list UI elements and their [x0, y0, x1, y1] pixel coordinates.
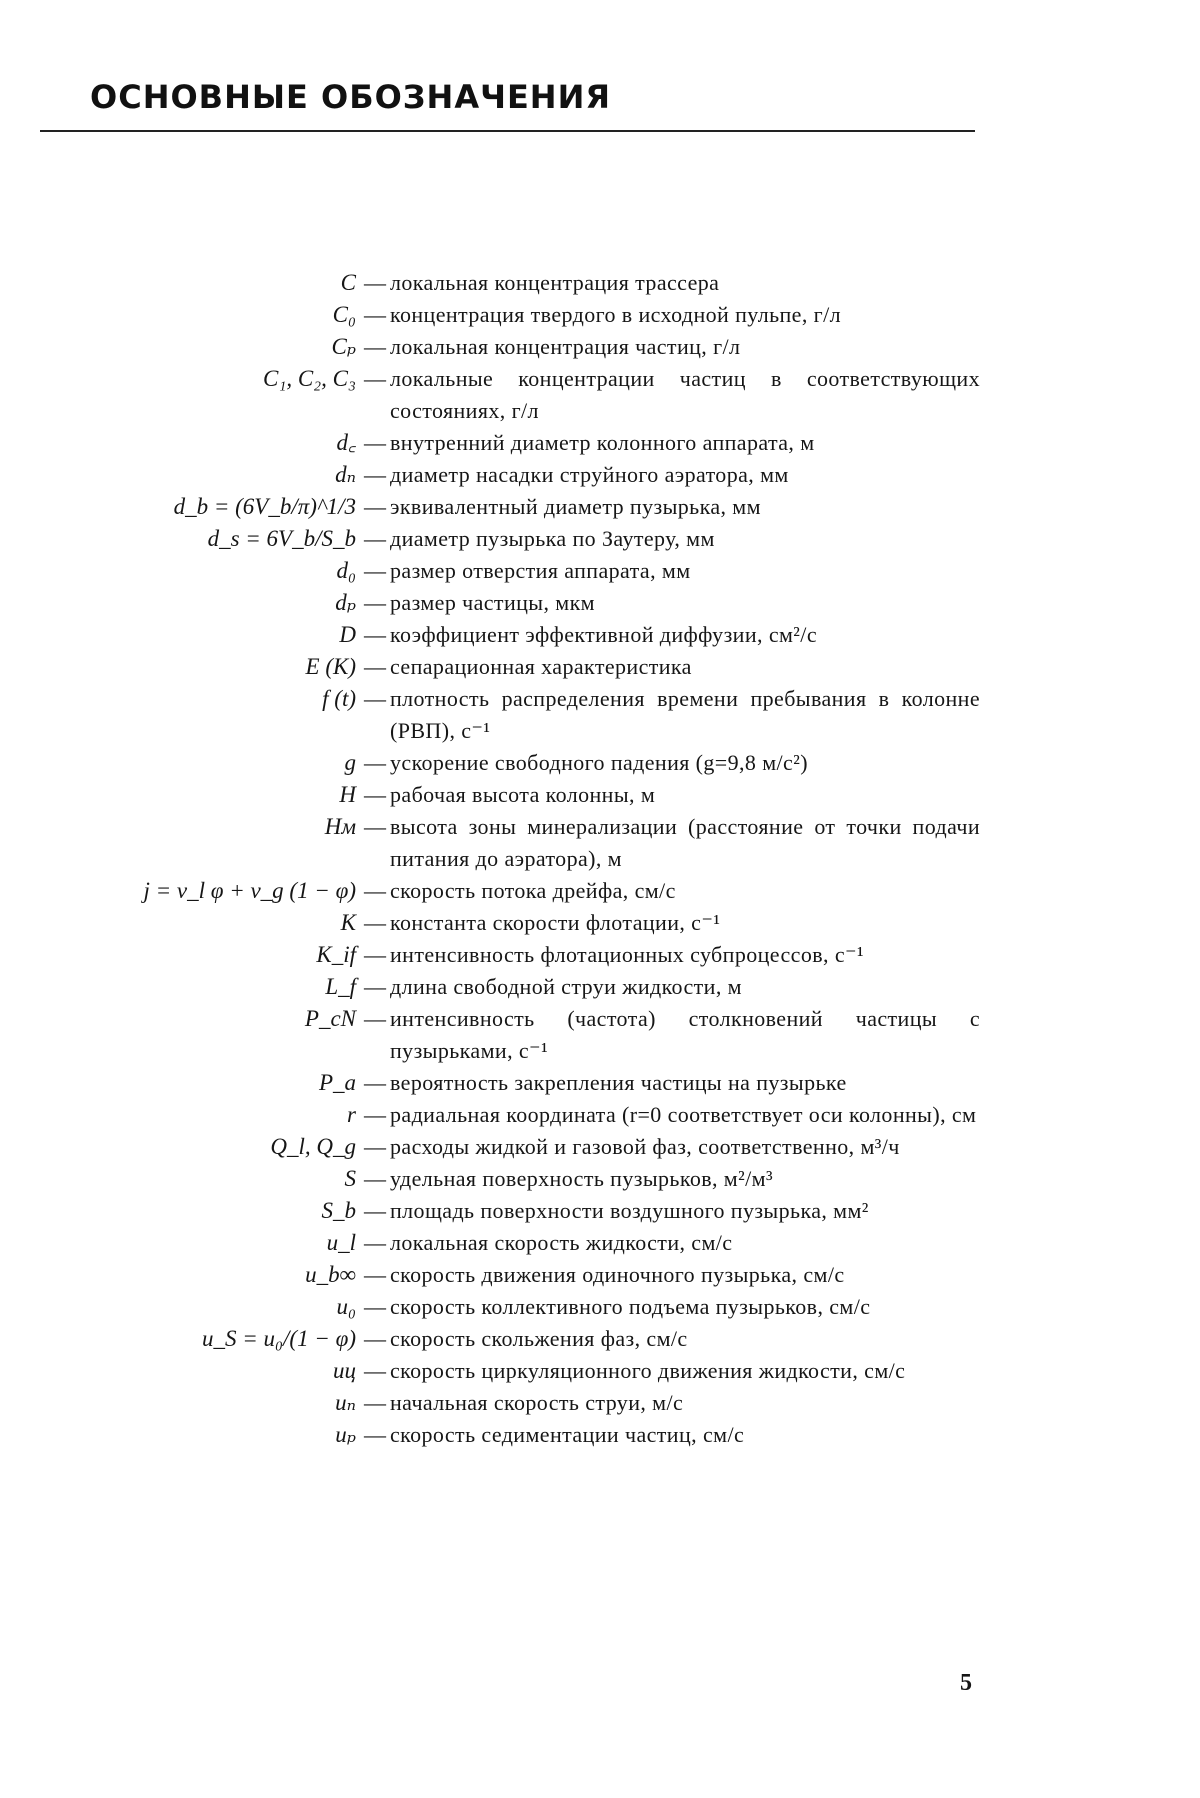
- em-dash-separator: —: [364, 334, 386, 359]
- notation-entry: [60, 427, 980, 459]
- notation-description: локальная концентрация частиц, г/л: [390, 334, 741, 359]
- em-dash-separator: —: [364, 1358, 386, 1383]
- notation-symbol: u_S = u₀/(1 − φ): [202, 1326, 356, 1351]
- em-dash-separator: —: [364, 494, 386, 519]
- notation-symbol: C: [340, 270, 356, 295]
- em-dash-separator: —: [364, 270, 386, 295]
- em-dash-separator: —: [364, 462, 386, 487]
- notation-symbol: E (K): [305, 654, 356, 679]
- notation-entry: [60, 1003, 980, 1067]
- notation-description: удельная поверхность пузырьков, м²/м³: [390, 1166, 773, 1191]
- notation-description: интенсивность (частота) столкновений частицы с пузырьками, с⁻¹: [390, 1006, 980, 1063]
- page-number: 5: [960, 1670, 972, 1696]
- notation-description: размер частицы, мкм: [390, 590, 595, 615]
- notation-entry: [60, 1291, 980, 1323]
- em-dash-separator: —: [364, 1198, 386, 1223]
- notation-description: скорость скольжения фаз, см/с: [390, 1326, 688, 1351]
- notation-entry: [60, 1131, 980, 1163]
- em-dash-separator: —: [364, 686, 386, 711]
- em-dash-separator: —: [364, 942, 386, 967]
- notation-symbol: uₚ: [335, 1422, 356, 1447]
- notation-entry: [60, 459, 980, 491]
- notation-entry: [60, 1227, 980, 1259]
- notation-entry: [60, 1323, 980, 1355]
- notation-description: локальная концентрация трассера: [390, 270, 720, 295]
- em-dash-separator: —: [364, 1070, 386, 1095]
- em-dash-separator: —: [364, 1166, 386, 1191]
- em-dash-separator: —: [364, 302, 386, 327]
- notation-symbol: u_b∞: [305, 1262, 356, 1287]
- notation-symbol: dₙ: [335, 462, 356, 487]
- em-dash-separator: —: [364, 1230, 386, 1255]
- notation-description: вероятность закрепления частицы на пузырьке: [390, 1070, 847, 1095]
- notation-symbol: d꜀: [336, 430, 356, 455]
- notation-entry: [60, 1195, 980, 1227]
- notation-description: скорость циркуляционного движения жидкости, см/с: [390, 1358, 906, 1383]
- notation-entry: [60, 683, 980, 747]
- notation-entry: [60, 1419, 980, 1451]
- notation-description: коэффициент эффективной диффузии, см²/с: [390, 622, 817, 647]
- notation-symbol: j = v_l φ + v_g (1 − φ): [143, 878, 356, 903]
- notation-symbol: D: [339, 622, 356, 647]
- notation-entry: [60, 971, 980, 1003]
- notation-symbol: P_a: [318, 1070, 356, 1095]
- em-dash-separator: —: [364, 974, 386, 999]
- em-dash-separator: —: [364, 1102, 386, 1127]
- notation-entry: [60, 1259, 980, 1291]
- notation-entry: [60, 747, 980, 779]
- em-dash-separator: —: [364, 1134, 386, 1159]
- notation-symbol: u₀: [336, 1294, 356, 1319]
- notation-symbol: K_if: [316, 942, 356, 967]
- notation-symbol: L_f: [325, 974, 356, 999]
- em-dash-separator: —: [364, 526, 386, 551]
- notation-description: локальные концентрации частиц в соответствующих состояниях, г/л: [390, 366, 980, 423]
- notation-symbol: r: [347, 1102, 356, 1127]
- notation-description: константа скорости флотации, с⁻¹: [390, 910, 721, 935]
- notation-entry: [60, 875, 980, 907]
- em-dash-separator: —: [364, 1262, 386, 1287]
- notation-entry: [60, 651, 980, 683]
- notation-description: начальная скорость струи, м/с: [390, 1390, 684, 1415]
- notation-description: внутренний диаметр колонного аппарата, м: [390, 430, 815, 455]
- notation-description: площадь поверхности воздушного пузырька, мм²: [390, 1198, 869, 1223]
- notation-description: скорость потока дрейфа, см/с: [390, 878, 676, 903]
- em-dash-separator: —: [364, 1294, 386, 1319]
- notation-entry: [60, 299, 980, 331]
- notation-description: эквивалентный диаметр пузырька, мм: [390, 494, 761, 519]
- notation-description: длина свободной струи жидкости, м: [390, 974, 742, 999]
- notation-description: локальная скорость жидкости, см/с: [390, 1230, 733, 1255]
- notation-description: ускорение свободного падения (g=9,8 м/с²): [390, 750, 808, 775]
- em-dash-separator: —: [364, 622, 386, 647]
- notation-description: плотность распределения времени пребывания в колонне (РВП), с⁻¹: [390, 686, 980, 743]
- notation-symbol: uₙ: [335, 1390, 356, 1415]
- notation-description: сепарационная характеристика: [390, 654, 692, 679]
- notation-entry: [60, 1067, 980, 1099]
- em-dash-separator: —: [364, 1006, 386, 1031]
- heading-rule: [40, 130, 975, 132]
- em-dash-separator: —: [364, 750, 386, 775]
- notation-description: размер отверстия аппарата, мм: [390, 558, 691, 583]
- notation-description: расходы жидкой и газовой фаз, соответственно, м³/ч: [390, 1134, 900, 1159]
- notation-entry: [60, 587, 980, 619]
- notation-symbol: uц: [333, 1358, 356, 1383]
- em-dash-separator: —: [364, 558, 386, 583]
- notation-description: концентрация твердого в исходной пульпе, г/л: [390, 302, 841, 327]
- notation-symbol: u_l: [326, 1230, 356, 1255]
- notation-description: диаметр пузырька по Заутеру, мм: [390, 526, 715, 551]
- notation-symbol: d_s = 6V_b/S_b: [207, 526, 356, 551]
- em-dash-separator: —: [364, 654, 386, 679]
- em-dash-separator: —: [364, 430, 386, 455]
- notation-symbol: K: [340, 910, 356, 935]
- notation-description: интенсивность флотационных субпроцессов, с⁻¹: [390, 942, 865, 967]
- notation-description: рабочая высота колонны, м: [390, 782, 656, 807]
- notation-symbol: C₁, C₂, C₃: [262, 366, 356, 391]
- notation-entry: [60, 779, 980, 811]
- notation-entry: [60, 523, 980, 555]
- notation-symbol: d_b = (6V_b/π)^1/3: [173, 494, 356, 519]
- notation-entry: [60, 363, 980, 427]
- notation-entry: [60, 811, 980, 875]
- notation-entry: [60, 619, 980, 651]
- notation-entry: [60, 331, 980, 363]
- notation-entry: [60, 1163, 980, 1195]
- em-dash-separator: —: [364, 878, 386, 903]
- em-dash-separator: —: [364, 1390, 386, 1415]
- notation-symbol: P_cN: [304, 1006, 356, 1031]
- notation-entry: [60, 907, 980, 939]
- notation-symbol: g: [344, 750, 356, 775]
- notation-entry: [60, 1387, 980, 1419]
- em-dash-separator: —: [364, 910, 386, 935]
- notation-description: высота зоны минерализации (расстояние от точки подачи питания до аэратора), м: [390, 814, 980, 871]
- em-dash-separator: —: [364, 814, 386, 839]
- notation-symbol: Q_l, Q_g: [270, 1134, 356, 1159]
- notation-entry: [60, 939, 980, 971]
- page-heading: ОСНОВНЫЕ ОБОЗНАЧЕНИЯ: [90, 78, 611, 116]
- notation-symbol: f (t): [322, 686, 356, 711]
- notation-entry: [60, 267, 980, 299]
- notation-symbol: Hм: [324, 814, 356, 839]
- notation-symbol: H: [339, 782, 356, 807]
- notation-entry: [60, 491, 980, 523]
- notation-entry: [60, 555, 980, 587]
- em-dash-separator: —: [364, 1326, 386, 1351]
- notation-description: скорость движения одиночного пузырька, см/с: [390, 1262, 845, 1287]
- em-dash-separator: —: [364, 366, 386, 391]
- notation-entry: [60, 1099, 980, 1131]
- notation-symbol: dₚ: [335, 590, 356, 615]
- notation-symbol: S_b: [321, 1198, 356, 1223]
- notation-description: диаметр насадки струйного аэратора, мм: [390, 462, 789, 487]
- em-dash-separator: —: [364, 590, 386, 615]
- notation-entry: [60, 1355, 980, 1387]
- notation-symbol: S: [344, 1166, 356, 1191]
- em-dash-separator: —: [364, 1422, 386, 1447]
- notation-description: скорость седиментации частиц, см/с: [390, 1422, 745, 1447]
- notation-symbol: C₀: [332, 302, 356, 327]
- notation-description: скорость коллективного подъема пузырьков, см/с: [390, 1294, 871, 1319]
- notation-symbol: Cₚ: [331, 334, 356, 359]
- notation-list: [60, 267, 980, 1451]
- em-dash-separator: —: [364, 782, 386, 807]
- notation-description: радиальная координата (r=0 соответствует оси колонны), см: [390, 1102, 977, 1127]
- notation-symbol: d₀: [336, 558, 356, 583]
